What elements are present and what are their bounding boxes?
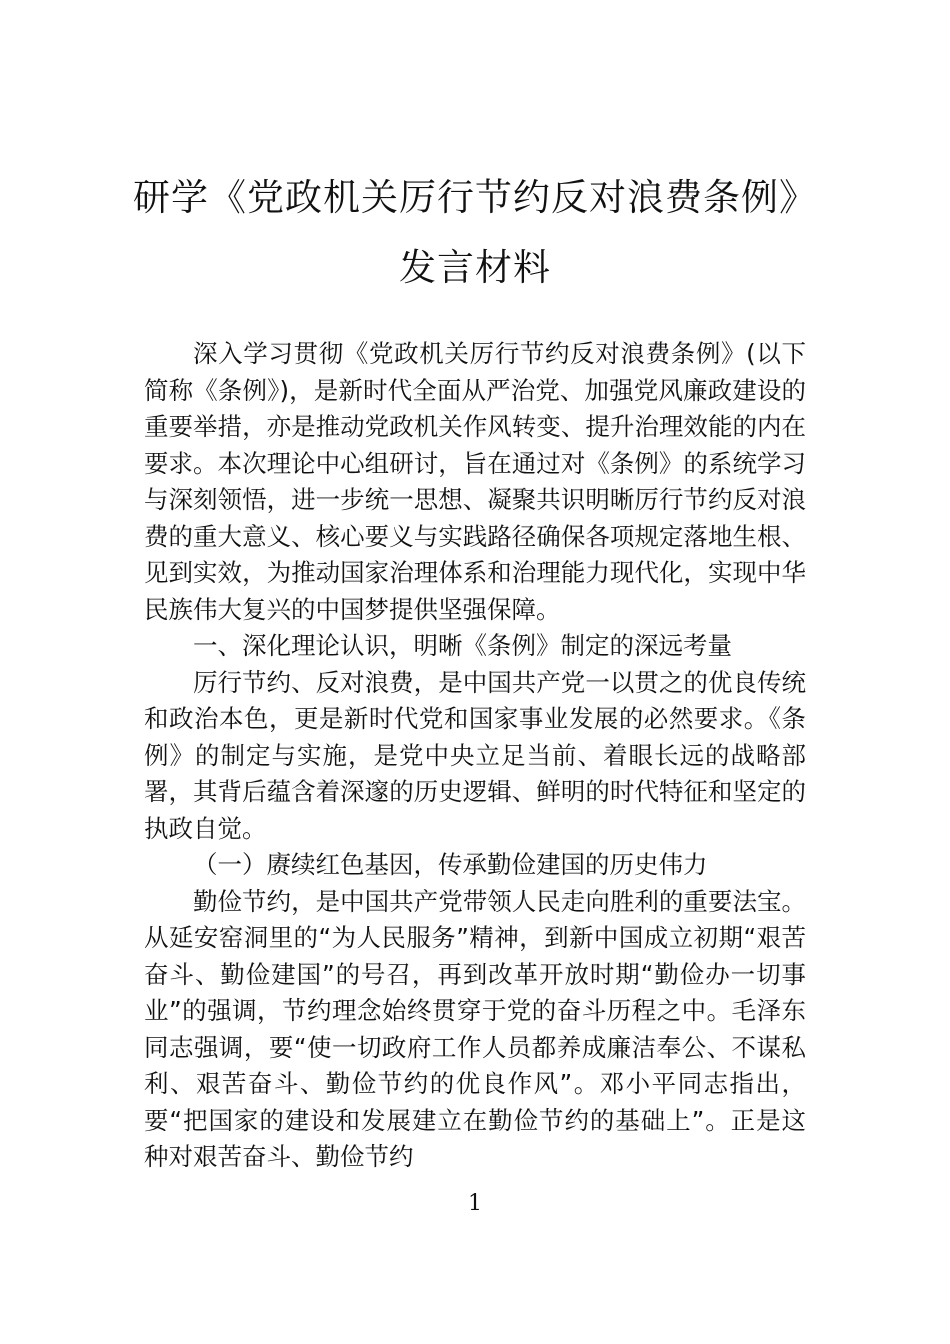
paragraph-section-1: 厉行节约、反对浪费，是中国共产党一以贯之的优良传统和政治本色，更是新时代党和国家事业发展的必然要求。《条例》的制定与实施，是党中央立足当前、着眼长远的战略部署，其背后蕴含着深邃的历史逻辑、鲜明的时代特征和坚定的执政自觉。 [144, 667, 806, 843]
document-title-line-2: 发言材料 [399, 246, 551, 289]
paragraph-subsection-1: 勤俭节约，是中国共产党带领人民走向胜利的重要法宝。从延安窑洞里的“为人民服务”精神，到新中国成立初期“艰苦奋斗、勤俭建国”的号召，再到改革开放时期“勤俭办一切事业”的强调，节约理念始终贯穿于党的奋斗历程之中。毛泽东同志强调，要“使一切政府工作人员都养成廉洁奉公、不谋私利、艰苦奋斗、勤俭节约的优良作风”。邓小平同志指出，要“把国家的建设和发展建立在勤俭节约的基础上”。正是这种对艰苦奋斗、勤俭节约 [144, 886, 806, 1171]
document-body [144, 336, 806, 1176]
subsection-heading-1: （一）赓续红色基因，传承勤俭建国的历史伟力 [193, 850, 708, 879]
paragraph-intro: 深入学习贯彻《党政机关厉行节约反对浪费条例》(以下简称《条例》)，是新时代全面从严治党、加强党风廉政建设的重要举措，亦是推动党政机关作风转变、提升治理效能的内在要求。本次理论中心组研讨，旨在通过对《条例》的系统学习与深刻领悟，进一步统一思想、凝聚共识明晰厉行节约反对浪费的重大意义、核心要义与实践路径确保各项规定落地生根、见到实效，为推动国家治理体系和治理能力现代化，实现中华民族伟大复兴的中国梦提供坚强保障。 [144, 339, 806, 624]
document-title-line-1: 研学《党政机关厉行节约反对浪费条例》 [133, 176, 817, 219]
section-heading-1: 一、深化理论认识，明晰《条例》制定的深远考量 [193, 631, 732, 660]
page-number: 1 [468, 1191, 482, 1216]
